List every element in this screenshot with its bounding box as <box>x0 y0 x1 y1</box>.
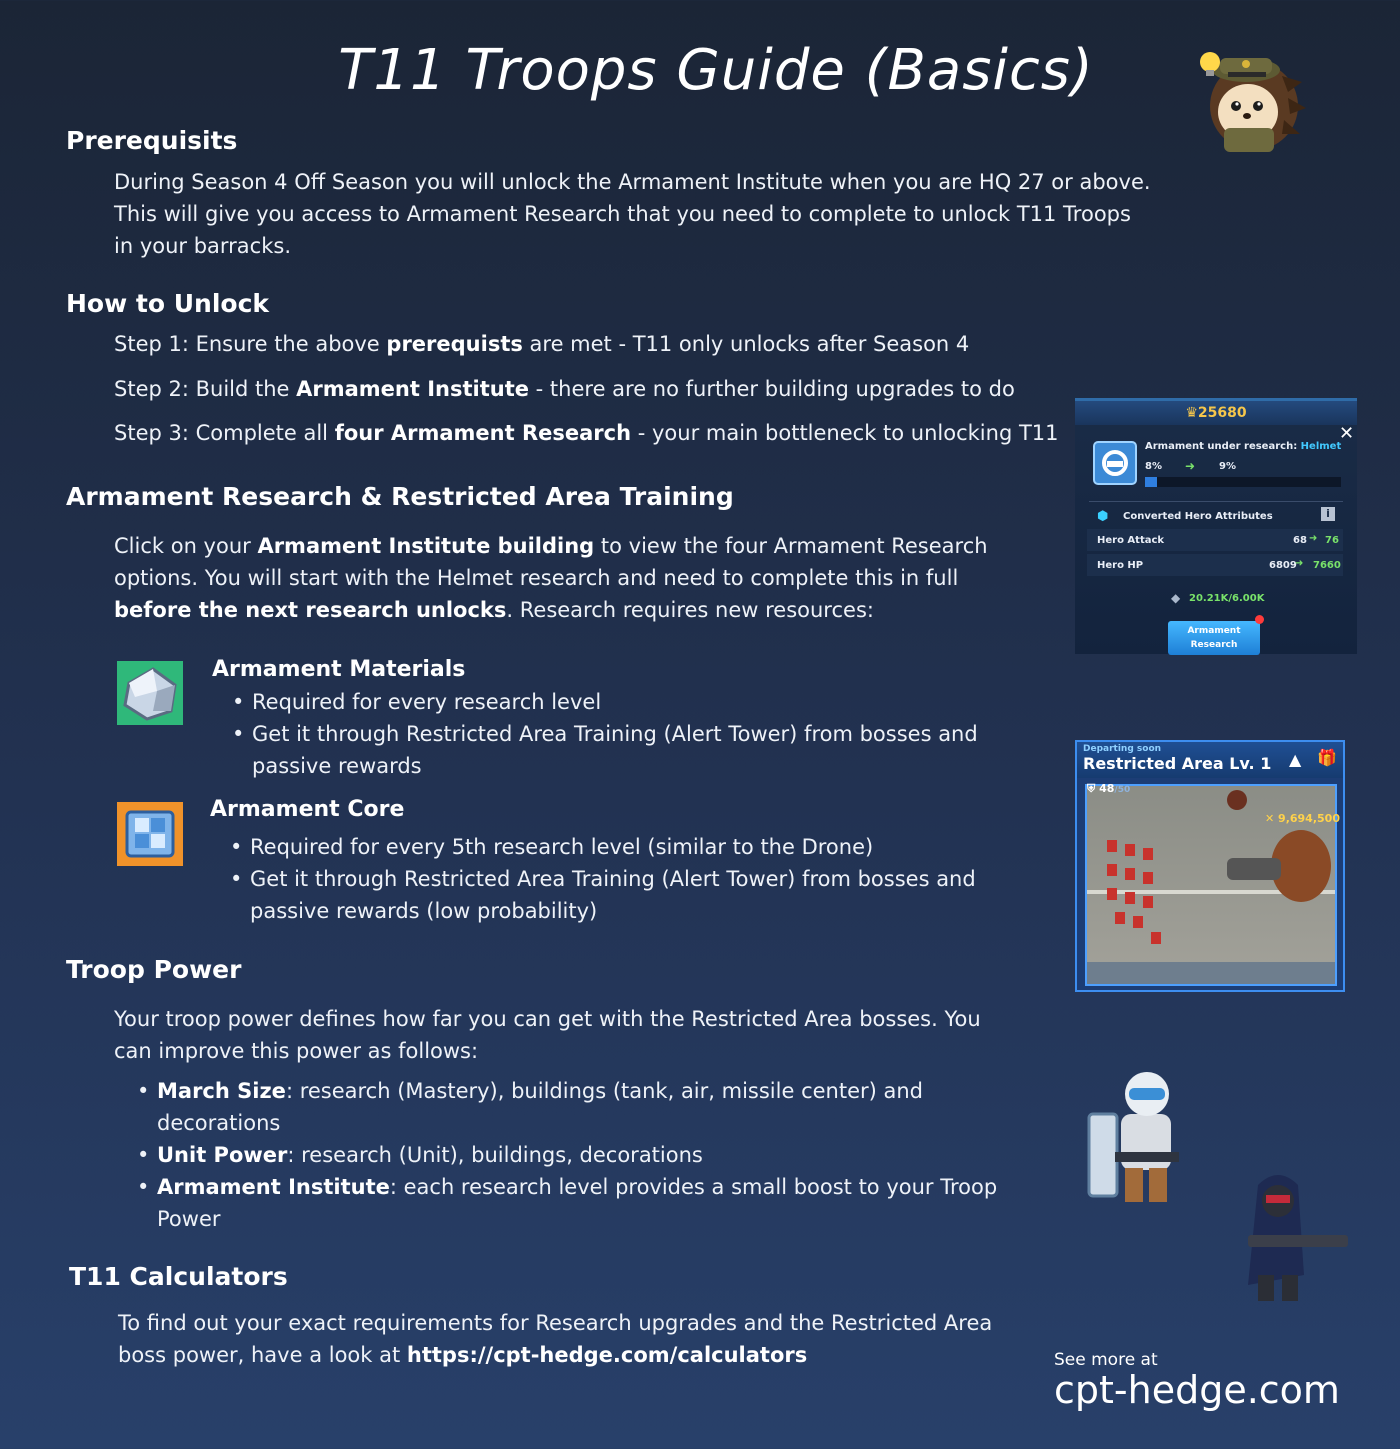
list-item: • Get it through Restricted Area Training (Alert Tower) from bosses and <box>230 718 1050 750</box>
list-item: • Get it through Restricted Area Training (Alert Tower) from bosses and <box>228 863 1048 895</box>
materials-list <box>230 686 1050 782</box>
hero-hp-row: Hero HP 6809 ➜ 7660 <box>1087 554 1343 576</box>
materials-heading: Armament Materials <box>212 657 466 682</box>
list-item-continued: Power <box>157 1207 221 1231</box>
troop-power-heading: Troop Power <box>66 955 242 984</box>
unlock-heading: How to Unlock <box>66 289 270 318</box>
armament-materials-icon <box>117 661 183 725</box>
list-item-continued: decorations <box>157 1111 281 1135</box>
notification-dot <box>1255 615 1264 624</box>
troop-power-text: Your troop power defines how far you can get with the Restricted Area bosses. You can improve this power as follows: <box>114 1007 981 1063</box>
core-list <box>228 831 1048 927</box>
list-item: • Armament Institute: each research level provides a small boost to your Troop <box>135 1171 1055 1203</box>
close-icon: ✕ <box>1339 423 1355 444</box>
arrow-right-icon: ➜ <box>1185 459 1196 473</box>
armament-core-icon <box>117 802 183 866</box>
boss-power: ✕ 9,694,500 <box>1265 812 1340 825</box>
shield-soldier-icon <box>1085 1070 1197 1208</box>
attributes-title: Converted Hero Attributes <box>1123 511 1273 522</box>
area-name: Restricted Area Lv. 1 <box>1083 754 1272 773</box>
see-more-label: See more at <box>1054 1350 1158 1370</box>
prereq-line-3: in your barracks. <box>114 234 292 258</box>
list-item-continued: passive rewards <box>252 754 422 778</box>
troop-power-list <box>135 1075 1055 1235</box>
calculators-heading: T11 Calculators <box>69 1262 288 1291</box>
ranking-icon[interactable]: ▲ <box>1289 750 1302 769</box>
core-heading: Armament Core <box>210 797 405 822</box>
list-item-continued: passive rewards (low probability) <box>250 899 598 923</box>
research-cost: 20.21K/6.00K <box>1189 593 1265 604</box>
hooded-soldier-icon <box>1218 1165 1350 1303</box>
armament-research-panel: ♛25680 ✕ Armament under research: Helmet 8% ➜ 9% ⬢ Converted Hero Attributes i Hero Attack 68 ➜ 76 Hero HP 6809 ➜ 7660 ◆ 20.21K/6.00K Armament Research <box>1075 398 1357 654</box>
gift-icon[interactable]: 🎁 <box>1317 748 1337 767</box>
gold-count: ♛25680 <box>1185 405 1247 421</box>
troop-count: ⛨ 48/50 <box>1087 782 1131 795</box>
list-item: • Required for every 5th research level (similar to the Drone) <box>228 831 1048 863</box>
departing-label: Departing soon <box>1083 744 1162 754</box>
research-heading: Armament Research & Restricted Area Training <box>66 482 734 511</box>
calculators-text: To find out your exact requirements for Research upgrades and the Restricted Area boss power, have a look at https://cpt-hedge.com/calculators <box>118 1311 993 1367</box>
info-icon[interactable]: i <box>1321 507 1335 521</box>
list-item: • Required for every research level <box>230 686 1050 718</box>
attribute-icon: ⬢ <box>1097 509 1109 524</box>
calculators-link[interactable]: https://cpt-hedge.com/calculators <box>406 1343 808 1367</box>
research-progress-bar <box>1145 477 1341 487</box>
prereq-line-2: This will give you access to Armament Research that you need to complete to unlock T11 Troops <box>114 202 1131 226</box>
from-percent: 8% <box>1145 461 1162 472</box>
to-percent: 9% <box>1219 461 1236 472</box>
step-3: Step 3: Complete all four Armament Research - your main bottleneck to unlocking T11 <box>114 421 1059 445</box>
step-2: Step 2: Build the Armament Institute - there are no further building upgrades to do <box>114 377 1015 401</box>
site-link[interactable]: cpt-hedge.com <box>1054 1368 1340 1412</box>
armament-research-button[interactable]: Armament Research <box>1168 621 1260 655</box>
list-item: • March Size: research (Mastery), buildings (tank, air, missile center) and <box>135 1075 1055 1107</box>
list-item: • Unit Power: research (Unit), buildings, decorations <box>135 1139 1055 1171</box>
hero-attack-row: Hero Attack 68 ➜ 76 <box>1087 529 1343 551</box>
material-icon: ◆ <box>1171 591 1181 605</box>
page-title: T11 Troops Guide (Basics) <box>338 38 1094 103</box>
hedgehog-mascot-icon <box>1190 36 1308 154</box>
step-1: Step 1: Ensure the above prerequists are met - T11 only unlocks after Season 4 <box>114 332 970 356</box>
helmet-icon <box>1093 441 1137 485</box>
prerequisites-heading: Prerequisits <box>66 126 238 155</box>
restricted-area-panel <box>1075 740 1345 992</box>
prerequisites-text <box>114 166 1214 262</box>
research-text: Click on your Armament Institute building to view the four Armament Research options. You will start with the Helmet research and need to complete this in full before the next research unlocks. Research requires new resources: <box>114 534 988 622</box>
prereq-line-1: During Season 4 Off Season you will unlock the Armament Institute when you are HQ 27 or above. <box>114 170 1151 194</box>
